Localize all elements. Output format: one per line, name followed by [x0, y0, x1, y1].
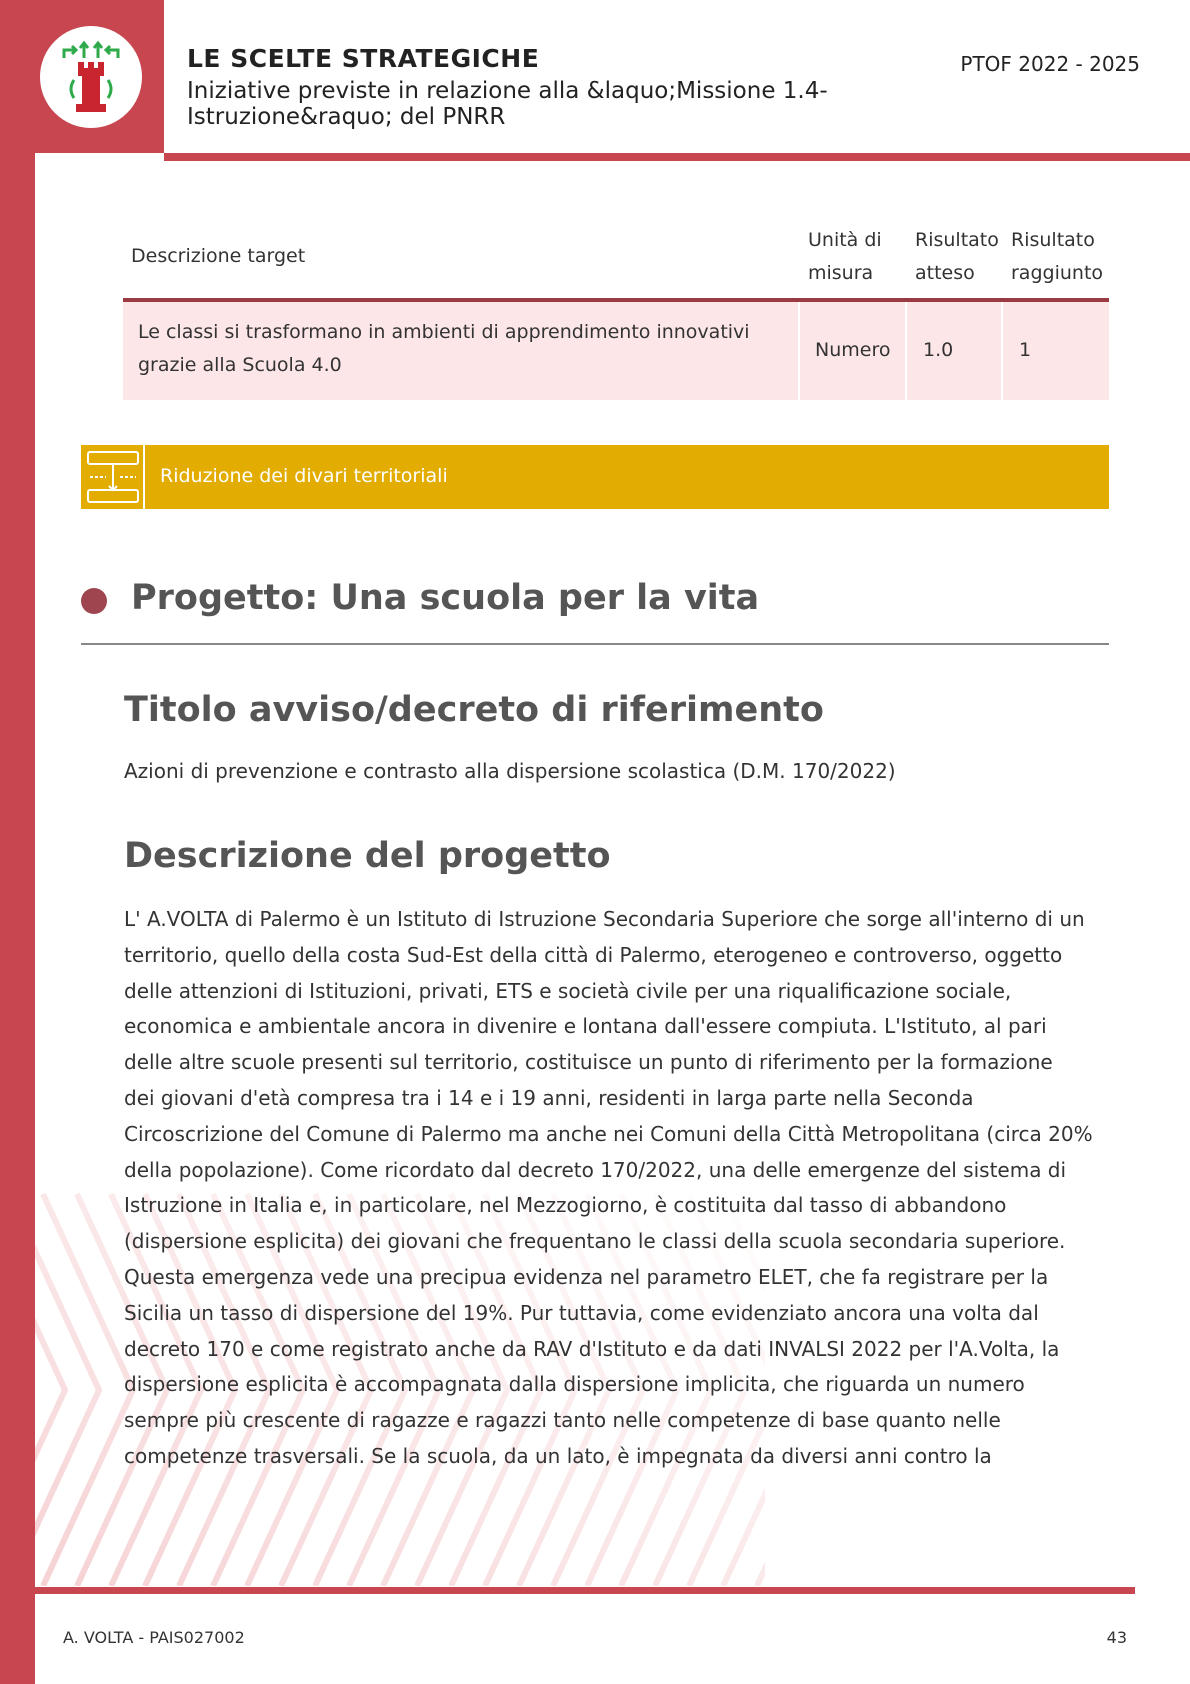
cell-description: Le classi si trasformano in ambienti di apprendimento innovativi grazie alla Scuola 4.0	[138, 321, 750, 376]
page-number: 43	[1106, 1628, 1127, 1647]
project-bullet	[81, 588, 107, 614]
description-line: Istruzione in Italia e, in particolare, nel Mezzogiorno, è costituita dal tasso di abbandono	[124, 1193, 1007, 1218]
banner-label: Riduzione dei divari territoriali	[160, 465, 448, 487]
flowchart-icon	[81, 445, 145, 509]
project-divider	[81, 643, 1109, 645]
page-subtitle: Iniziative previste in relazione alla &laquo;Missione 1.4-Istruzione&raquo; del PNRR	[187, 78, 828, 130]
school-tower-logo	[40, 26, 142, 128]
description-line: Sicilia un tasso di dispersione del 19%. Pur tuttavia, come evidenziato ancora una volta dal	[124, 1300, 1039, 1325]
cell-unit: Numero	[815, 339, 891, 361]
notice-text: Azioni di prevenzione e contrasto alla dispersione scolastica (D.M. 170/2022)	[124, 759, 896, 783]
header-unit: Unità di misura	[808, 229, 882, 284]
cell-expected: 1.0	[923, 339, 954, 361]
left-decorative-band	[0, 0, 35, 1684]
description-line: economica e ambientale ancora in divenire e lontana dall'essere compiuta. L'Istituto, al pari	[124, 1014, 1047, 1039]
description-line: delle attenzioni di Istituzioni, privati, ETS e società civile per una riqualificazione sociale,	[124, 978, 1012, 1003]
description-line: dei giovani d'età compresa tra i 14 e i 19 anni, residenti in larga parte nella Seconda	[124, 1085, 974, 1110]
description-line: Questa emergenza vede una precipua evidenza nel parametro ELET, che fa registrare per la	[124, 1264, 1049, 1289]
description-body	[124, 902, 1110, 1475]
description-line: territorio, quello della costa Sud-Est della città di Palermo, eterogeneo e controverso, oggetto	[124, 942, 1063, 967]
page-title: LE SCELTE STRATEGICHE	[187, 44, 540, 73]
description-line: delle altre scuole presenti sul territorio, costituisce un punto di riferimento per la formazione	[124, 1050, 1053, 1075]
description-line: dispersione esplicita è accompagnata dalla dispersione implicita, che riguarda un numero	[124, 1372, 1025, 1397]
description-heading: Descrizione del progetto	[124, 836, 611, 876]
footer-rule	[35, 1587, 1135, 1594]
description-line: competenze trasversali. Se la scuola, da un lato, è impegnata da diversi anni contro la	[124, 1443, 992, 1468]
section-banner	[81, 445, 1109, 509]
cell-achieved: 1	[1019, 339, 1032, 361]
logo-box	[0, 0, 164, 153]
header-achieved: Risultato raggiunto	[1011, 229, 1104, 284]
description-line: L' A.VOLTA di Palermo è un Istituto di Istruzione Secondaria Superiore che sorge all'interno di un	[124, 907, 1085, 931]
description-line: Circoscrizione del Comune di Palermo ma anche nei Comuni della Città Metropolitana (circa 20%	[124, 1121, 1093, 1146]
header-description: Descrizione target	[131, 245, 306, 267]
column-separator	[905, 302, 907, 400]
description-line: della popolazione). Come ricordato dal decreto 170/2022, una delle emergenze del sistema di	[124, 1157, 1067, 1182]
ptof-label: PTOF 2022 - 2025	[960, 52, 1140, 76]
notice-heading: Titolo avviso/decreto di riferimento	[124, 690, 824, 730]
header-expected: Risultato atteso	[915, 229, 999, 284]
header-rule	[164, 153, 1190, 161]
description-line: decreto 170 e come registrato anche da RAV d'Istituto e da dati INVALSI 2022 per l'A.Volta, la	[124, 1336, 1060, 1361]
footer-school: A. VOLTA - PAIS027002	[63, 1628, 245, 1647]
project-title: Progetto: Una scuola per la vita	[131, 578, 760, 618]
description-line: (dispersione esplicita) dei giovani che frequentano le classi della scuola secondaria superiore.	[124, 1229, 1066, 1254]
column-separator	[798, 302, 800, 400]
column-separator	[1001, 302, 1003, 400]
table-row	[123, 302, 1109, 400]
description-line: sempre più crescente di ragazze e ragazzi tanto nelle competenze di base quanto nelle	[124, 1408, 1001, 1433]
